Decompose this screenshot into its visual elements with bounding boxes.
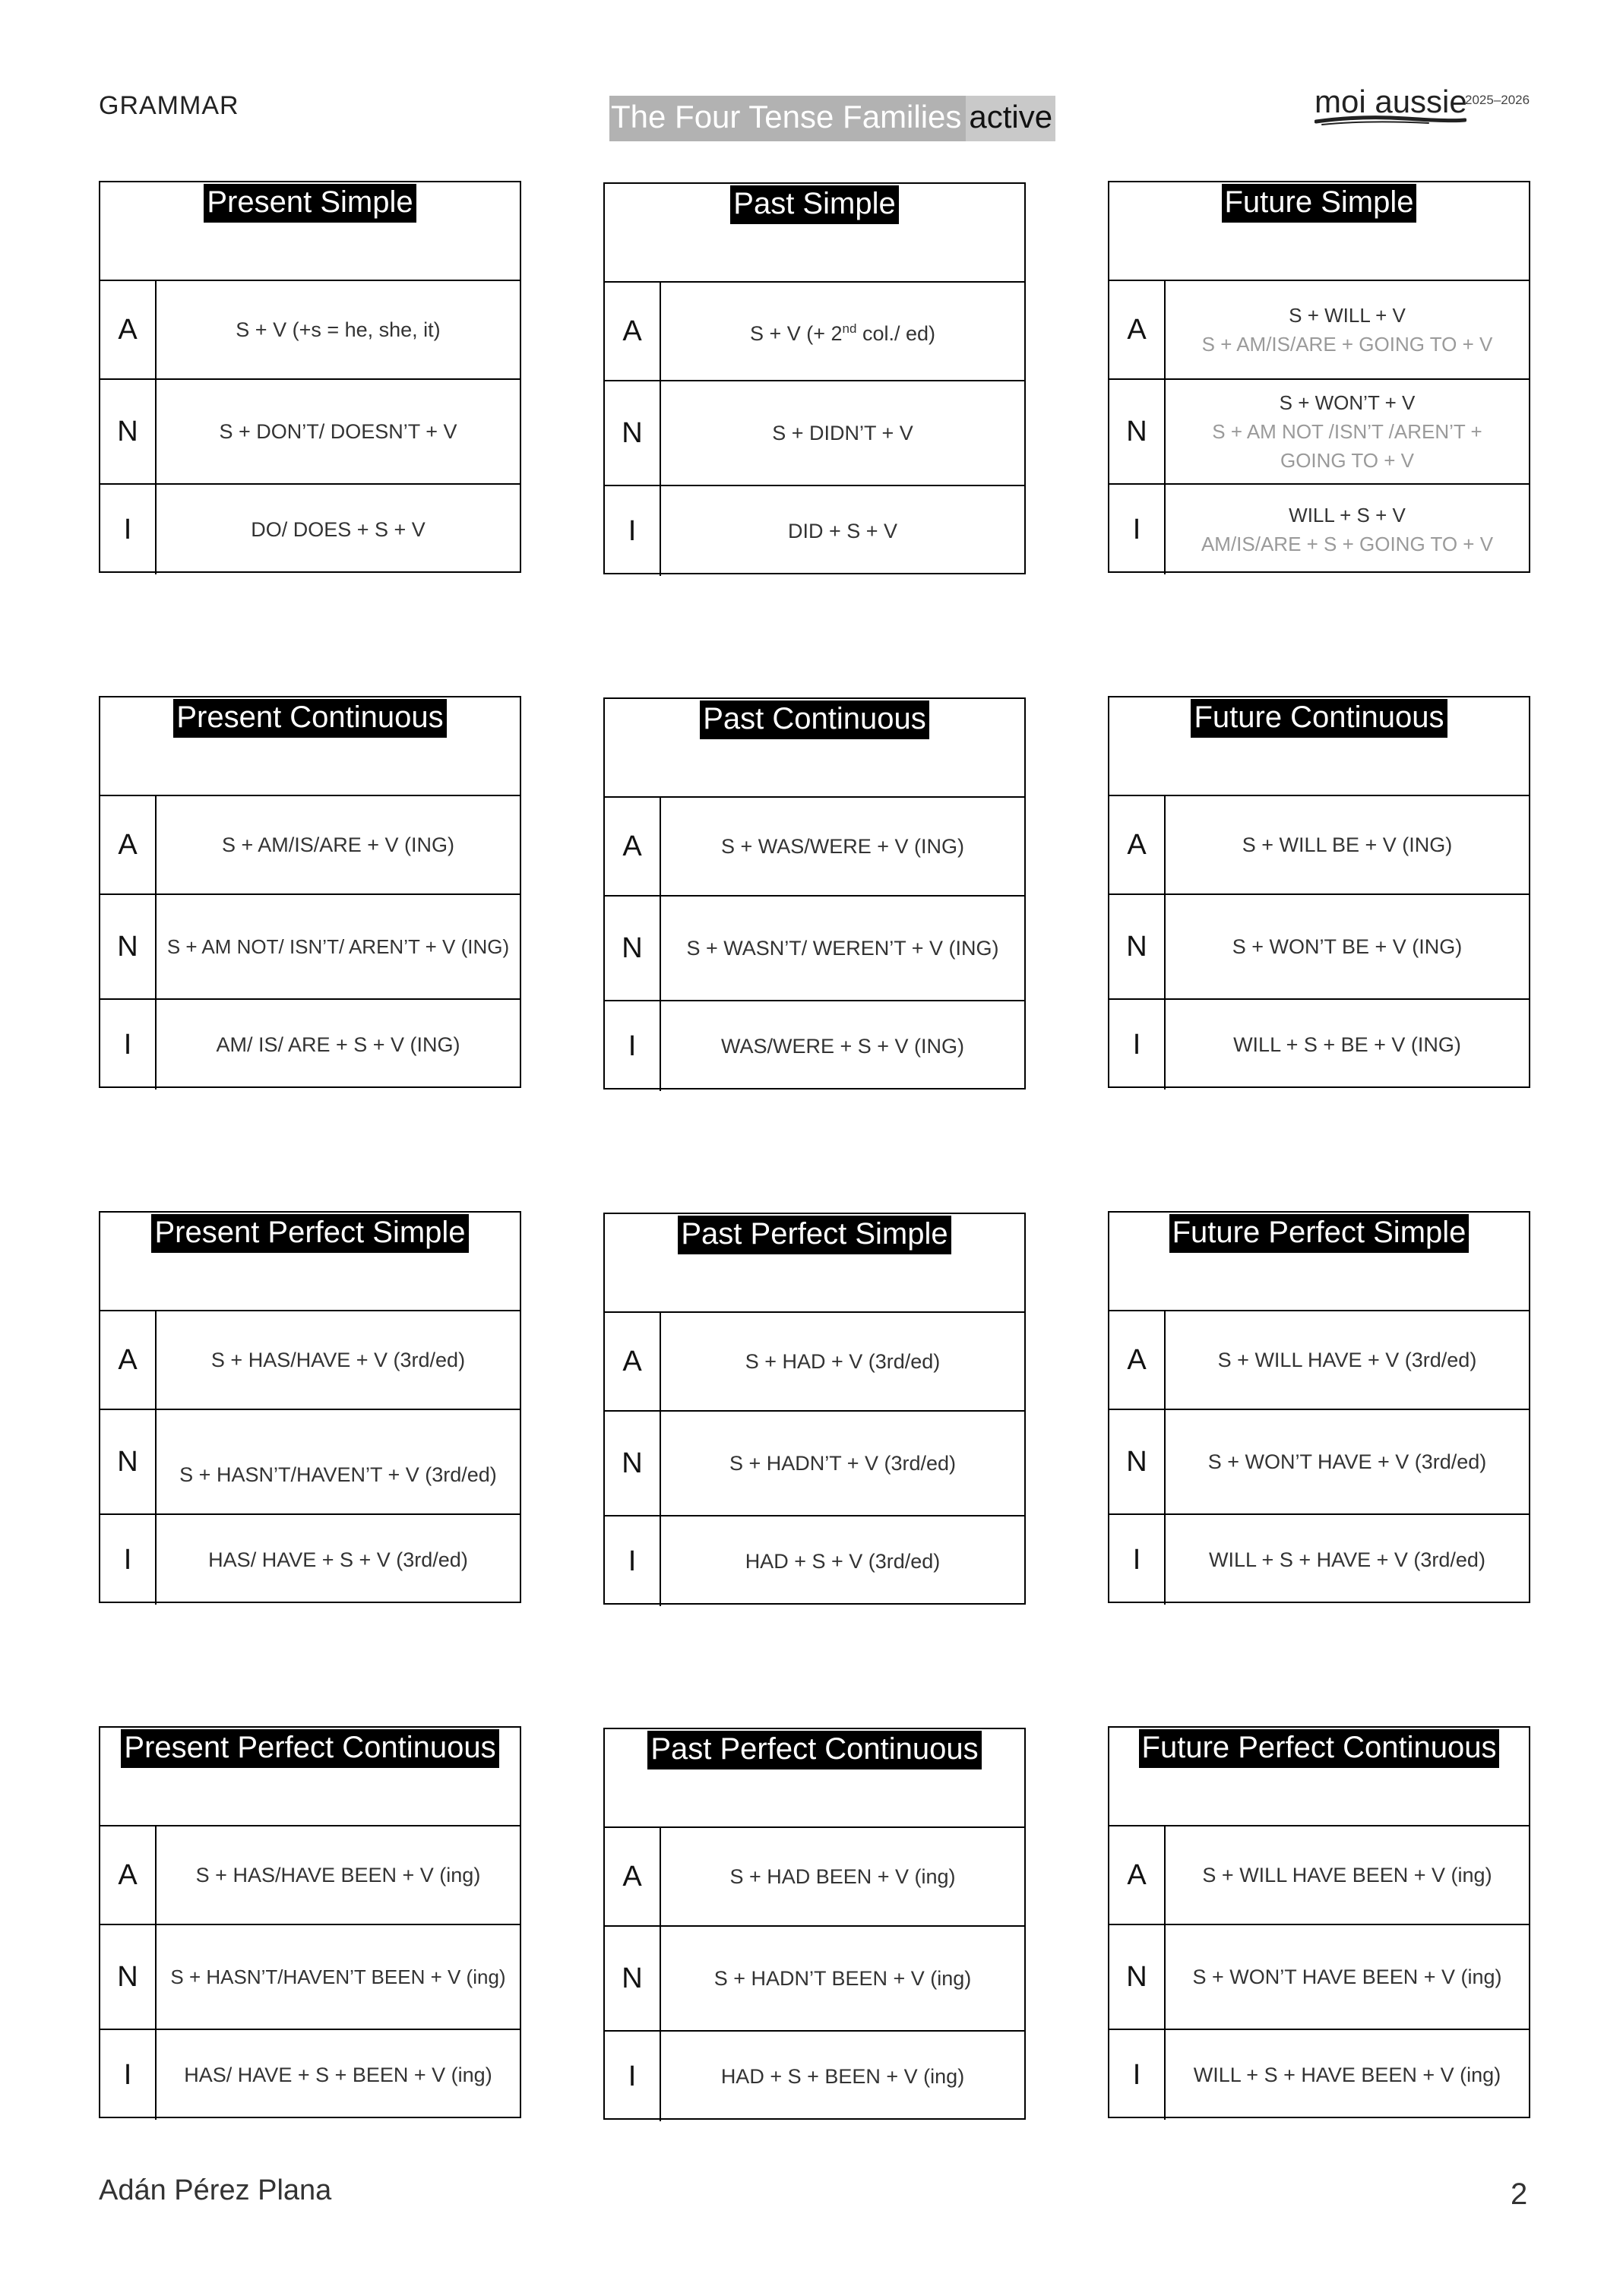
formula [157,1925,520,2029]
formula-text: AM/ IS/ ARE + S + V (ING) [216,1033,460,1056]
row-label: A [100,1311,157,1409]
negative-row [605,897,1024,1001]
formula [1166,1311,1529,1409]
interrogative-row [605,2032,1024,2121]
formula [1166,1925,1529,2029]
formula-text: HAD + S + BEEN + V (ing) [720,2065,965,2088]
formula-text: WILL + S + HAVE + V (3rd/ed) [1209,1548,1485,1571]
tense-card-past-simple [603,182,1026,574]
formula-text: S + HASN’T/HAVEN’T + V (3rd/ed) [179,1463,497,1486]
formula-text: HAD + S + V (3rd/ed) [745,1550,941,1573]
formula [1166,1410,1529,1513]
formula [661,486,1024,576]
negative-row [100,380,520,485]
card-title: Future Perfect Simple [1169,1214,1470,1253]
negative-row [605,1927,1024,2032]
row-label: N [605,381,661,485]
author-name: Adán Pérez Plana [99,2174,332,2206]
formula-text: WILL + S + V [1289,504,1406,527]
interrogative-row [100,2030,520,2120]
affirmative-row [1109,1826,1529,1925]
row-label: A [1109,1826,1166,1924]
affirmative-row [100,796,520,895]
card-header [100,1728,520,1826]
row-label: I [605,1516,661,1606]
affirmative-row [1109,1311,1529,1410]
row-label: N [1109,1925,1166,2029]
row-label: I [605,486,661,576]
formula-text: S + HADN’T BEEN + V (ing) [713,1967,972,1990]
row-label: A [1109,281,1166,378]
row-label: A [605,1828,661,1925]
card-header [605,184,1024,283]
logo-text: moi aussie [1315,84,1467,119]
formula-text: S + AM/IS/ARE + V (ING) [221,833,455,856]
formula-alt-text: S + AM/IS/ARE + GOING TO + V [1201,333,1493,356]
row-label: I [1109,485,1166,574]
formula [1166,281,1529,378]
negative-row [100,1410,520,1515]
card-header [100,697,520,796]
card-header [1109,1728,1529,1826]
interrogative-row [1109,1515,1529,1605]
tense-card-present-continuous [99,696,521,1088]
formula-text: DO/ DOES + S + V [251,518,426,541]
tense-card-future-simple [1108,181,1530,573]
affirmative-row [1109,281,1529,380]
formula [661,283,1024,380]
negative-row [1109,1410,1529,1515]
negative-row [605,1412,1024,1516]
affirmative-row [100,1311,520,1410]
row-label: A [605,1313,661,1410]
affirmative-row [605,1313,1024,1412]
negative-row [1109,1925,1529,2030]
affirmative-row [100,1826,520,1925]
formula-text: WAS/WERE + S + V (ING) [720,1035,965,1058]
negative-row [100,895,520,1000]
card-title: Future Simple [1222,184,1417,223]
interrogative-row [100,485,520,574]
card-title: Past Simple [730,185,898,224]
row-label: I [100,1515,157,1605]
formula-text: S + WAS/WERE + V (ING) [720,835,965,858]
formula-text: S + WON’T HAVE BEEN + V (ing) [1192,1966,1502,1988]
row-label: N [100,1925,157,2029]
formula [157,1410,520,1513]
interrogative-row [100,1515,520,1605]
formula-text: S + WILL + V [1289,304,1406,327]
logo-year: 2025–2026 [1465,93,1530,107]
formula [1166,1826,1529,1924]
formula-text: S + WON’T BE + V (ING) [1232,935,1463,958]
formula-text: S + HADN’T + V (3rd/ed) [729,1452,957,1475]
page-title [609,96,1055,141]
negative-row [1109,380,1529,485]
card-title: Future Perfect Continuous [1139,1729,1500,1768]
formula [1166,380,1529,483]
formula-text: HAS/ HAVE + S + V (3rd/ed) [208,1548,468,1571]
affirmative-row [605,798,1024,897]
tense-card-past-perfect-continuous [603,1728,1026,2120]
formula-text: S + DON’T/ DOESN’T + V [219,420,457,443]
card-header [1109,697,1529,796]
formula [1166,1515,1529,1605]
formula [1166,796,1529,893]
affirmative-row [1109,796,1529,895]
formula [661,1516,1024,1606]
tense-card-future-perfect-simple [1108,1211,1530,1603]
row-label: N [605,897,661,1000]
row-label: A [100,281,157,378]
card-title: Present Perfect Continuous [121,1729,498,1768]
formula [661,1313,1024,1410]
affirmative-row [605,1828,1024,1927]
interrogative-row [605,1001,1024,1091]
row-label: N [1109,895,1166,998]
formula [661,1001,1024,1091]
tense-card-present-perfect-continuous [99,1726,521,2118]
card-title: Past Perfect Simple [678,1216,951,1254]
row-label: N [605,1927,661,2030]
formula [157,485,520,574]
formula [1166,2030,1529,2120]
row-label: I [1109,2030,1166,2120]
section-label: GRAMMAR [99,91,239,120]
card-header [605,699,1024,798]
formula [661,1927,1024,2030]
tense-card-future-perfect-continuous [1108,1726,1530,2118]
formula-text: S + WON’T HAVE + V (3rd/ed) [1207,1450,1487,1473]
row-label: N [100,895,157,998]
row-label: I [100,485,157,574]
formula-text: S + WILL HAVE BEEN + V (ing) [1202,1864,1492,1886]
page-number: 2 [1511,2177,1528,2211]
formula-text: DID + S + V [787,520,898,542]
formula [661,2032,1024,2121]
tense-card-present-perfect-simple [99,1211,521,1603]
formula-text: WILL + S + HAVE BEEN + V (ing) [1193,2064,1501,2086]
formula-text: WILL + S + BE + V (ING) [1233,1033,1461,1056]
interrogative-row [605,1516,1024,1606]
formula [157,281,520,378]
interrogative-row [1109,2030,1529,2120]
formula-text: HAS/ HAVE + S + BEEN + V (ing) [184,2064,492,2086]
card-header [1109,182,1529,281]
formula-text: S + HAD + V (3rd/ed) [745,1350,941,1373]
row-label: I [1109,1515,1166,1605]
tense-card-past-continuous [603,697,1026,1089]
row-label: A [605,283,661,380]
tense-card-future-continuous [1108,696,1530,1088]
negative-row [100,1925,520,2030]
card-header [100,182,520,281]
row-label: I [100,1000,157,1089]
row-label: N [100,380,157,483]
formula [1166,1000,1529,1089]
formula-text: S + AM NOT/ ISN’T/ AREN’T + V (ING) [166,935,510,958]
row-label: I [100,2030,157,2120]
formula [661,381,1024,485]
formula-text: S + HAS/HAVE BEEN + V (ing) [195,1864,481,1886]
formula [157,380,520,483]
formula-text: S + V (+ 2nd col./ ed) [749,321,936,345]
row-label: I [605,1001,661,1091]
page-title-suffix: active [966,96,1055,141]
formula-text: S + HAD BEEN + V (ing) [729,1865,956,1888]
formula-text: S + HAS/HAVE + V (3rd/ed) [210,1349,466,1371]
formula [661,798,1024,895]
card-title: Future Continuous [1191,699,1447,738]
formula [157,1515,520,1605]
card-title: Present Perfect Simple [151,1214,468,1253]
card-header [605,1729,1024,1828]
affirmative-row [100,281,520,380]
interrogative-row [1109,1000,1529,1089]
logo-swoosh-icon [1315,114,1466,129]
negative-row [605,381,1024,486]
formula [1166,485,1529,574]
formula [157,796,520,893]
row-label: A [605,798,661,895]
card-title: Past Continuous [700,701,929,739]
interrogative-row [100,1000,520,1089]
affirmative-row [605,283,1024,381]
formula [157,1311,520,1409]
formula-alt-text: S + AM NOT /ISN’T /AREN’T + [1212,420,1482,443]
card-title: Present Simple [204,184,416,223]
row-label: I [1109,1000,1166,1089]
row-label: A [100,796,157,893]
formula-text: S + WON’T + V [1279,391,1416,414]
row-label: N [100,1410,157,1513]
row-label: A [1109,1311,1166,1409]
tense-card-past-perfect-simple [603,1213,1026,1605]
formula-alt-text: AM/IS/ARE + S + GOING TO + V [1201,533,1494,555]
row-label: N [605,1412,661,1515]
page-title-main: The Four Tense Families [609,96,966,141]
formula [157,2030,520,2120]
formula [661,1412,1024,1515]
formula-text: S + WILL BE + V (ING) [1242,833,1453,856]
formula-text: S + V (+s = he, she, it) [236,318,441,341]
interrogative-row [605,486,1024,576]
formula [1166,895,1529,998]
logo [1315,84,1530,129]
card-header [605,1214,1024,1313]
formula-text: S + WILL HAVE + V (3rd/ed) [1217,1349,1477,1371]
row-label: I [605,2032,661,2121]
formula [157,895,520,998]
card-header [1109,1213,1529,1311]
card-title: Present Continuous [173,699,446,738]
row-label: A [100,1826,157,1924]
formula-text: S + DIDN’T + V [772,422,913,444]
card-header [100,1213,520,1311]
formula-text: S + WASN’T/ WEREN’T + V (ING) [686,937,999,960]
card-title: Past Perfect Continuous [647,1731,981,1769]
formula-text: S + HASN’T/HAVEN’T BEEN + V (ing) [170,1966,506,1988]
negative-row [1109,895,1529,1000]
formula [661,1828,1024,1925]
row-label: N [1109,380,1166,483]
tense-card-present-simple [99,181,521,573]
interrogative-row [1109,485,1529,574]
row-label: A [1109,796,1166,893]
formula [661,897,1024,1000]
formula-alt-text: GOING TO + V [1280,449,1415,472]
formula [157,1000,520,1089]
formula [157,1826,520,1924]
row-label: N [1109,1410,1166,1513]
